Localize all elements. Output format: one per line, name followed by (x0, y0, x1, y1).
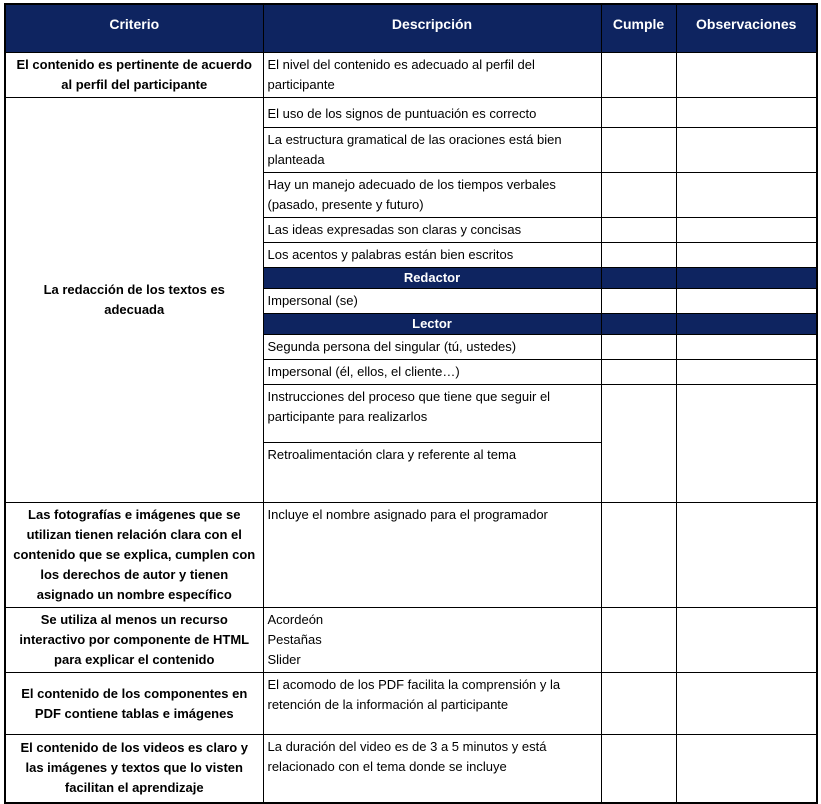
criterio-cell: Se utiliza al menos un recurso interactivo por componente de HTML para explicar el contenido (5, 608, 263, 673)
descripcion-cell: El acomodo de los PDF facilita la comprensión y la retención de la información al participante (263, 673, 601, 735)
descripcion-line: Slider (267, 652, 301, 667)
descripcion-line: Acordeón (267, 612, 324, 627)
cumple-cell[interactable] (601, 289, 676, 314)
descripcion-cell: La estructura gramatical de las oraciones está bien planteada (263, 128, 601, 173)
cumple-cell[interactable] (601, 335, 676, 360)
cumple-cell[interactable] (601, 243, 676, 268)
cumple-cell[interactable] (601, 218, 676, 243)
observaciones-cell-navy (676, 268, 817, 289)
header-observaciones: Observaciones (676, 4, 817, 53)
descripcion-cell: El uso de los signos de puntuación es correcto (263, 98, 601, 128)
observaciones-cell[interactable] (676, 335, 817, 360)
observaciones-cell[interactable] (676, 173, 817, 218)
table-row (5, 735, 817, 803)
subheader-lector-cell: Lector (263, 314, 601, 335)
checklist-table (4, 3, 818, 804)
observaciones-cell[interactable] (676, 289, 817, 314)
header-row (5, 4, 817, 53)
cumple-cell[interactable] (601, 673, 676, 735)
observaciones-cell[interactable] (676, 243, 817, 268)
table-row (5, 608, 817, 673)
cumple-cell[interactable] (601, 360, 676, 385)
observaciones-cell[interactable] (676, 128, 817, 173)
criterio-cell: El contenido de los videos es claro y las imágenes y textos que lo visten facilitan el aprendizaje (5, 735, 263, 803)
observaciones-cell[interactable] (676, 218, 817, 243)
observaciones-cell[interactable] (676, 53, 817, 98)
descripcion-cell: Las ideas expresadas son claras y concisas (263, 218, 601, 243)
criterio-cell: El contenido es pertinente de acuerdo al perfil del participante (5, 53, 263, 98)
observaciones-cell[interactable] (676, 608, 817, 673)
observaciones-cell[interactable] (676, 673, 817, 735)
cumple-cell[interactable] (601, 735, 676, 803)
cumple-cell[interactable] (601, 98, 676, 128)
observaciones-cell-navy (676, 314, 817, 335)
cumple-cell-navy (601, 314, 676, 335)
descripcion-cell: Impersonal (él, ellos, el cliente…) (263, 360, 601, 385)
descripcion-cell: Retroalimentación clara y referente al tema (263, 443, 601, 503)
observaciones-cell[interactable] (676, 360, 817, 385)
criterio-cell: La redacción de los textos es adecuada (5, 98, 263, 503)
cumple-cell[interactable] (601, 128, 676, 173)
table-row (5, 503, 817, 608)
observaciones-cell[interactable] (676, 385, 817, 503)
descripcion-cell: La duración del video es de 3 a 5 minutos y está relacionado con el tema donde se incluye (263, 735, 601, 803)
cumple-cell[interactable] (601, 385, 676, 503)
descripcion-cell: Hay un manejo adecuado de los tiempos verbales (pasado, presente y futuro) (263, 173, 601, 218)
descripcion-cell: Impersonal (se) (263, 289, 601, 314)
observaciones-cell[interactable] (676, 503, 817, 608)
cumple-cell-navy (601, 268, 676, 289)
header-descripcion: Descripción (263, 4, 601, 53)
descripcion-cell: Segunda persona del singular (tú, ustedes) (263, 335, 601, 360)
descripcion-cell (263, 608, 601, 673)
criterio-cell: El contenido de los componentes en PDF contiene tablas e imágenes (5, 673, 263, 735)
descripcion-cell: El nivel del contenido es adecuado al perfil del participante (263, 53, 601, 98)
criterio-cell: Las fotografías e imágenes que se utilizan tienen relación clara con el contenido que se explica, cumplen con los derechos de autor y tienen asignado un nombre específico (5, 503, 263, 608)
header-cumple: Cumple (601, 4, 676, 53)
subheader-redactor-cell: Redactor (263, 268, 601, 289)
cumple-cell[interactable] (601, 173, 676, 218)
descripcion-cell: Los acentos y palabras están bien escritos (263, 243, 601, 268)
table-row (5, 53, 817, 98)
table-row (5, 98, 817, 128)
descripcion-cell: Incluye el nombre asignado para el programador (263, 503, 601, 608)
table-row (5, 673, 817, 735)
cumple-cell[interactable] (601, 608, 676, 673)
observaciones-cell[interactable] (676, 735, 817, 803)
cumple-cell[interactable] (601, 53, 676, 98)
descripcion-line: Pestañas (267, 632, 322, 647)
header-criterio: Criterio (5, 4, 263, 53)
descripcion-cell: Instrucciones del proceso que tiene que seguir el participante para realizarlos (263, 385, 601, 443)
cumple-cell[interactable] (601, 503, 676, 608)
observaciones-cell[interactable] (676, 98, 817, 128)
